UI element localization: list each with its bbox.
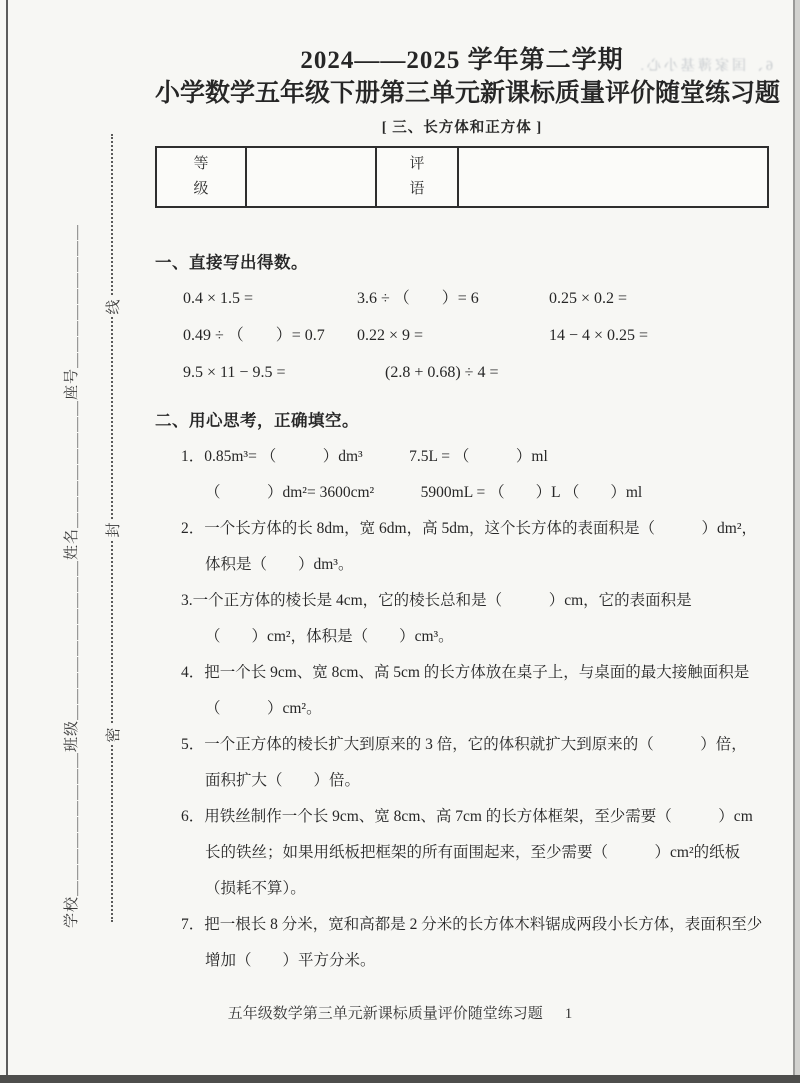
seal-char-xian: 线	[101, 297, 123, 317]
page-bottom-border	[0, 1075, 800, 1083]
equation: 0.49 ÷ （ ）= 0.7	[183, 327, 325, 344]
exam-title-main: 小学数学五年级下册第三单元新课标质量评价随堂练习题	[155, 80, 781, 107]
score-table	[155, 146, 769, 208]
bleed-through-text: 6、国家薄基小心.	[637, 59, 773, 74]
question-line: 4．把一个长 9cm、宽 8cm、高 5cm 的长方体放在桌子上，与桌面的最大接触面积是	[181, 664, 750, 681]
equation: 3.6 ÷ （ ）= 6	[357, 290, 479, 307]
seal-char-mi: 密	[101, 725, 123, 745]
question-line: （ ）cm²。	[205, 700, 322, 717]
equation-row	[155, 325, 769, 347]
equation: 0.4 × 1.5 =	[183, 290, 254, 307]
grade-label-cell	[157, 148, 247, 206]
equation: (2.8 + 0.68) ÷ 4 =	[385, 364, 499, 381]
question-line: 3.一个正方体的棱长是 4cm，它的棱长总和是（ ）cm，它的表面积是	[181, 592, 692, 609]
comment-label: 评语	[409, 156, 425, 197]
page-right-border	[793, 0, 795, 1083]
section2-heading: 二、用心思考，正确填空。	[155, 411, 359, 430]
equation: 9.5 × 11 − 9.5 =	[183, 364, 286, 381]
footer-title: 五年级数学第三单元新课标质量评价随堂练习题	[227, 1006, 543, 1022]
comment-blank-cell	[459, 148, 767, 206]
equation: 0.22 × 9 =	[357, 327, 424, 344]
comment-label-cell	[377, 148, 459, 206]
exam-title-term: 2024——2025 学年第二学期	[300, 47, 624, 74]
question-line: （ ）dm²= 3600cm² 5900mL = （ ）L （ ）ml	[205, 484, 643, 501]
question-line: 6．用铁丝制作一个长 9cm、宽 8cm、高 7cm 的长方体框架，至少需要（ ）cm	[181, 808, 753, 825]
exam-subtitle-unit: [ 三、长方体和正方体 ]	[381, 120, 543, 136]
page-right-shadow	[795, 0, 800, 1083]
equation-row	[155, 288, 769, 310]
question-line: （ ）cm²，体积是（ ）cm³。	[205, 628, 454, 645]
question-line: 2．一个长方体的长 8dm，宽 6dm，高 5dm，这个长方体的表面积是（ ）dm²，	[181, 520, 757, 537]
question-line: 7．把一根长 8 分米，宽和高都是 2 分米的长方体木料锯成两段小长方体，表面积至少	[181, 916, 763, 933]
question-line: 长的铁丝；如果用纸板把框架的所有面围起来，至少需要（ ）cm²的纸板	[205, 844, 741, 861]
equation: 0.25 × 0.2 =	[549, 290, 628, 307]
page-footer	[0, 1002, 800, 1023]
question-line: 体积是（ ）dm³。	[205, 556, 354, 573]
page-number: 1	[564, 1006, 573, 1022]
exam-content	[155, 46, 781, 971]
equation-row	[155, 362, 769, 384]
question-line: 5．一个正方体的棱长扩大到原来的 3 倍，它的体积就扩大到原来的（ ）倍，	[181, 736, 747, 753]
question-line: 面积扩大（ ）倍。	[205, 772, 361, 789]
seal-char-feng: 封	[101, 520, 123, 540]
page-left-border	[6, 0, 8, 1083]
section1-heading: 一、直接写出得数。	[155, 253, 308, 272]
student-info-fields: 学校＿＿＿＿＿＿＿＿＿班级＿＿＿＿＿＿＿＿＿＿姓名＿＿＿＿＿＿＿＿座号＿＿＿＿＿＿＿＿＿	[64, 223, 80, 928]
equation: 14 − 4 × 0.25 =	[549, 327, 649, 344]
grade-blank-cell	[247, 148, 377, 206]
question-line: 增加（ ）平方分米。	[205, 952, 376, 969]
grade-label: 等级	[193, 156, 209, 197]
question-line: （损耗不算）。	[205, 880, 306, 897]
question-line: 1．0.85m³= （ ）dm³ 7.5L = （ ）ml	[181, 448, 548, 465]
